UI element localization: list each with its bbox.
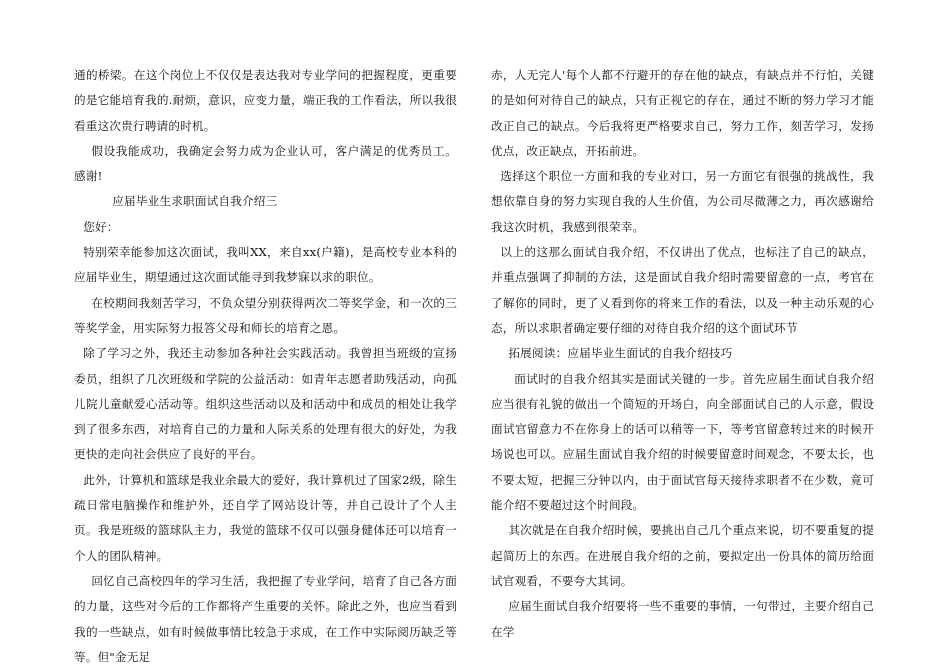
paragraph-brief: 应届生面试自我介绍要将一些不重要的事情，一句带过，主要介绍自己在学 xyxy=(491,599,874,639)
paragraph-opening-tips: 面试时的自我介绍其实是面试关键的一步。首先应届生面试自我介绍应当很有礼貌的做出一个简短的开场白，向全部面试自己的人示意，假设面试官留意力不在你身上的话可以稍等一下，等考官留意转过来的时候开场说也可以。应届生面试自我介绍的时候要留意时间观念，不要太长，也不要太短，把握三分钟以内，由于面试官每天接待求职者不在少数，竟可能介绍不要超过这个时间段。 xyxy=(491,371,874,513)
paragraph-key-points: 其次就是在自我介绍时候，要挑出自己几个重点来说，切不要重复的提起简历上的东西。在进展自我介绍的之前，要拟定出一份具体的简历给面试官观看，不要夸大其词。 xyxy=(491,523,874,588)
paragraph-bridge: 通的桥梁。在这个岗位上不仅仅是表达我对专业学问的把握程度，更重要的是它能培育我的.耐烦，意识，应变力量，端正我的工作看法，所以我很看重这次贵行聘请的时机。 xyxy=(74,68,457,133)
extended-reading-title: 拓展阅读：应届毕业生面试的自我介绍技巧 xyxy=(508,346,733,361)
paragraph-position: 选择这个职位一方面和我的专业对口，另一方面它有很强的挑战性，我想依靠自身的努力实现自我的人生价值，为公司尽微薄之力，再次感谢给我这次时机，我感到很荣幸。 xyxy=(491,169,874,234)
paragraph-thanks: 假设我能成功，我确定会努力成为企业认可，客户满足的优秀员工。 感谢! xyxy=(74,143,457,184)
paragraph-activities: 除了学习之外，我还主动参加各种社会实践活动。我曾担当班级的宣扬委员，组织了几次班级和学院的公益活动：如青年志愿者助残活动，向孤儿院儿童献爱心活动等。组织这些活动以及和活动中和成员的相处让我学到了很多东西，对培育自己的力量和人际关系的处理有很大的好处，为我更快的走向社会供应了良好的平台。 xyxy=(74,346,457,462)
greeting: 您好： xyxy=(83,219,119,234)
paragraph-summary: 以上的这那么面试自我介绍，不仅讲出了优点，也标注了自己的缺点，并重点强调了抑制的方法，这是面试自我介绍时需要留意的一点，考官在了解你的同时，更了乂看到你的将来工作的看法，以及一种主动乐观的心态，所以求职者确定要仔细的对待自我介绍的这个面试环节 xyxy=(491,245,874,335)
right-column xyxy=(491,63,874,645)
paragraph-shortcomings: 赤，人无完人'每个人都不行避开的存在他的缺点，有缺点并不行怕，关键的是如何对待自己的缺点，只有正视它的存在，通过不断的努力学习才能改正自己的缺点。今后我将更严格要求自己，努力工作，刻苦学习，发扬优点，改正缺点，开拓前进。 xyxy=(491,68,874,158)
paragraph-hobbies: 此外，计算机和篮球是我业余最大的爱好，我计算机过了国家2级，除生疏日常电脑操作和维护外，还自学了网站设计等，并自己设计了个人主页。我是班级的篮球队主力，我觉的篮球不仅可以强身健体还可以培育一个人的团队精神。 xyxy=(74,472,457,563)
paragraph-review: 回忆自己高校四年的学习生活，我把握了专业学问，培育了自己各方面的力量，这些对今后的工作都将产生重要的关怀。除此之外，也应当看到我的一些缺点，如有时候做事情比较急于求成，在工作中实际阅历缺乏等等。但"金无足 xyxy=(74,573,457,664)
paragraph-intro: 特别荣幸能参加这次面试，我叫XX，来自xx(户籍)，是高校专业本科的应届毕业生，期望通过这次面试能寻到我梦寐以求的职位。 xyxy=(74,245,457,285)
paragraph-study: 在校期间我刻苦学习，不负众望分别获得两次二等奖学金，和一次的三等奖学金，用实际努力报答父母和师长的培育之恩。 xyxy=(74,295,457,335)
section-title: 应届毕业生求职面试自我介绍三 xyxy=(112,194,278,209)
left-column xyxy=(74,63,457,670)
